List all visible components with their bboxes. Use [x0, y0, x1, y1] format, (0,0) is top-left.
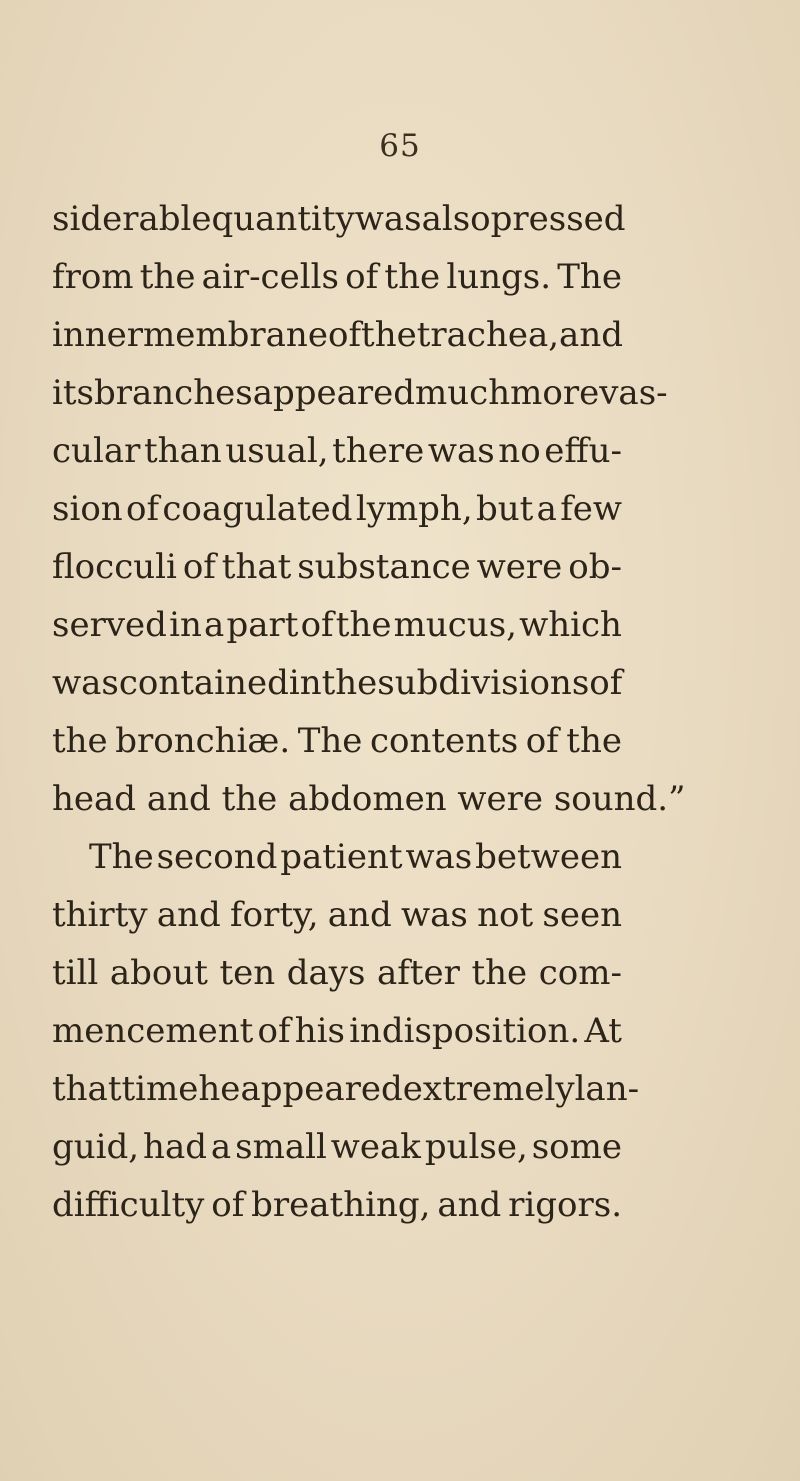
word: after — [377, 953, 460, 993]
text-line — [52, 306, 622, 364]
word: patient — [280, 837, 403, 877]
word: The — [297, 721, 363, 761]
word: the — [471, 953, 528, 993]
word: The — [557, 257, 622, 297]
word: few — [560, 489, 622, 529]
word: appeared — [240, 1069, 403, 1109]
word: was — [354, 199, 422, 239]
word: coagulated — [162, 489, 353, 529]
word: in — [288, 663, 322, 703]
word: of — [257, 1011, 291, 1051]
word: much — [415, 373, 511, 413]
word: ten — [219, 953, 276, 993]
word: a — [204, 605, 225, 645]
text-line — [89, 828, 622, 886]
text-line — [52, 538, 622, 596]
word: not — [477, 895, 534, 935]
word: of — [327, 315, 362, 355]
word: extremely — [402, 1069, 575, 1109]
word: branches — [94, 373, 253, 413]
text-line — [52, 190, 626, 248]
word: substance — [297, 547, 471, 587]
word: appeared — [252, 373, 416, 413]
text-line — [52, 654, 622, 712]
word: com- — [538, 953, 622, 993]
word: that — [52, 1069, 122, 1109]
text-line — [52, 1002, 622, 1060]
text-line — [52, 596, 622, 654]
word: served — [52, 605, 167, 645]
word: of — [211, 1185, 245, 1225]
word: was — [427, 431, 495, 471]
text-line — [52, 248, 622, 306]
word: difficulty — [52, 1185, 205, 1225]
word: forty, — [230, 895, 319, 935]
word: flocculi — [52, 547, 177, 587]
word: in — [169, 605, 202, 645]
word: of — [300, 605, 334, 645]
word: its — [52, 373, 94, 413]
word: of — [589, 663, 623, 703]
word: between — [475, 837, 622, 877]
word: his — [294, 1011, 345, 1051]
word: The — [89, 837, 154, 877]
word: also — [421, 199, 491, 239]
word: had — [143, 1127, 207, 1167]
word: was — [400, 895, 468, 935]
word: a — [536, 489, 557, 529]
text-line: head and the abdomen were sound.” — [52, 779, 686, 819]
word: At — [584, 1011, 622, 1051]
word: there — [332, 431, 425, 471]
word: vas- — [599, 373, 668, 413]
word: time — [121, 1069, 199, 1109]
word: no — [498, 431, 541, 471]
word: effu- — [544, 431, 622, 471]
word: inner — [52, 315, 144, 355]
text-line — [52, 422, 622, 480]
word: some — [531, 1127, 622, 1167]
word: and — [437, 1185, 502, 1225]
word: ob- — [568, 547, 622, 587]
word: air-cells — [201, 257, 339, 297]
text-line — [52, 944, 622, 1002]
word: about — [109, 953, 208, 993]
word: membrane — [143, 315, 328, 355]
word: lan- — [574, 1069, 640, 1109]
word: usual, — [225, 431, 329, 471]
word: second — [156, 837, 278, 877]
word: part — [226, 605, 299, 645]
word: cular — [52, 431, 141, 471]
word: days — [286, 953, 366, 993]
word: more — [510, 373, 600, 413]
word: from — [52, 257, 134, 297]
word: lungs. — [446, 257, 552, 297]
word: the — [335, 605, 392, 645]
word: till — [52, 953, 99, 993]
word: than — [143, 431, 222, 471]
word: guid, — [52, 1127, 140, 1167]
word: mencement — [52, 1011, 254, 1051]
text-line — [52, 1060, 640, 1118]
text-line — [52, 364, 668, 422]
text-line — [52, 1118, 622, 1176]
word: lymph, — [355, 489, 473, 529]
word: a — [210, 1127, 232, 1167]
word: pressed — [490, 199, 626, 239]
text-line — [52, 886, 622, 944]
word: of — [345, 257, 379, 297]
word: of — [182, 547, 216, 587]
page-number: 65 — [379, 128, 421, 164]
word: small — [235, 1127, 327, 1167]
word: trachea, — [416, 315, 560, 355]
word: were — [476, 547, 563, 587]
word: mucus, — [393, 605, 517, 645]
word: breathing, — [251, 1185, 431, 1225]
word: but — [475, 489, 534, 529]
word: the — [52, 721, 108, 761]
word: and — [327, 895, 392, 935]
word: and — [156, 895, 221, 935]
text-line — [52, 712, 622, 770]
word: the — [321, 663, 378, 703]
word: bronchiæ. — [115, 721, 291, 761]
word: of — [525, 721, 559, 761]
word: pulse, — [424, 1127, 528, 1167]
word: the — [566, 721, 622, 761]
text-line — [52, 480, 622, 538]
text-line — [52, 1176, 622, 1234]
word: the — [139, 257, 196, 297]
word: the — [361, 315, 417, 355]
word: was — [405, 837, 473, 877]
word: of — [126, 489, 160, 529]
word: seen — [542, 895, 622, 935]
word: was — [52, 663, 119, 703]
word: the — [384, 257, 441, 297]
word: siderable — [52, 199, 212, 239]
word: he — [198, 1069, 241, 1109]
word: subdivisions — [377, 663, 590, 703]
word: contents — [369, 721, 519, 761]
word: sion — [52, 489, 123, 529]
word: weak — [330, 1127, 421, 1167]
word: indisposition. — [349, 1011, 581, 1051]
word: rigors. — [508, 1185, 622, 1225]
word: thirty — [52, 895, 148, 935]
word: which — [519, 605, 622, 645]
word: contained — [118, 663, 289, 703]
word: quantity — [211, 199, 355, 239]
word: and — [559, 315, 623, 355]
word: that — [221, 547, 292, 587]
